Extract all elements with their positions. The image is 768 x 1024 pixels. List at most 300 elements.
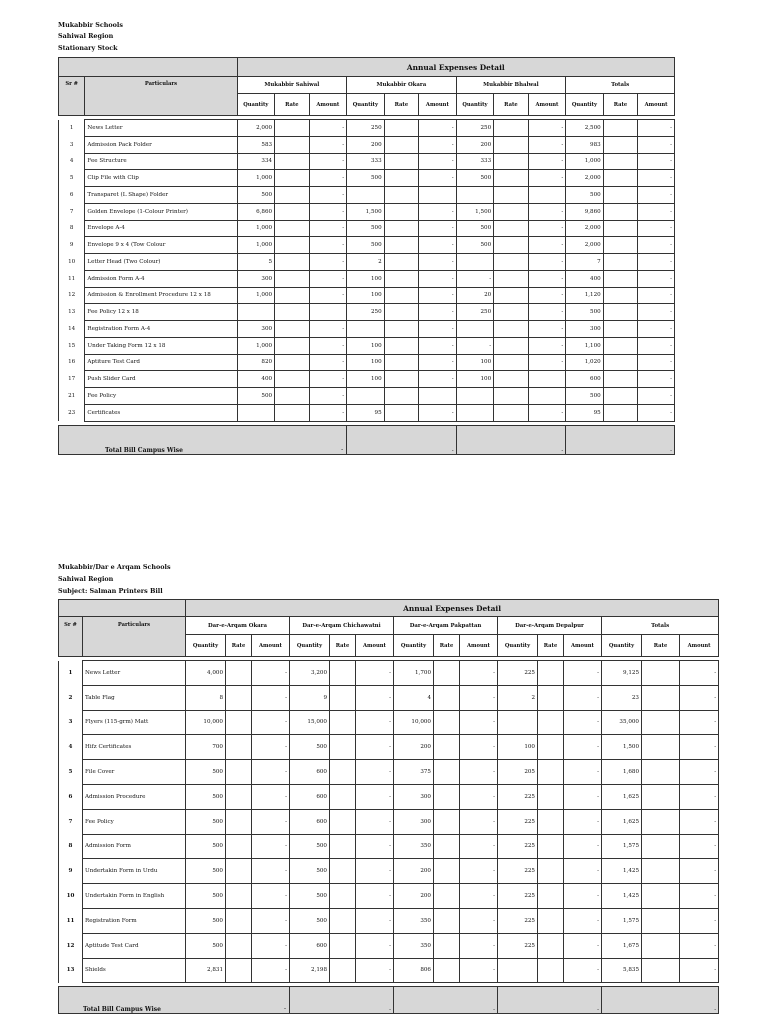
amount-cell: - xyxy=(638,321,675,338)
rate-cell xyxy=(494,270,528,287)
rate-cell xyxy=(384,120,418,137)
rate-cell xyxy=(226,661,252,686)
amount-cell: - xyxy=(252,809,290,834)
amount-cell: - xyxy=(309,388,347,405)
quantity-cell: 35,000 xyxy=(602,710,642,735)
quantity-cell: 2,000 xyxy=(237,120,275,137)
sheet1-group-header: Totals xyxy=(566,77,675,94)
quantity-cell: 500 xyxy=(186,908,226,933)
quantity-header: Quantity xyxy=(290,635,330,657)
sheet1-total-cell: - xyxy=(566,425,675,454)
sr-number: 5 xyxy=(59,760,83,785)
particulars-cell: Certificates xyxy=(85,404,237,421)
sheet1-group-row xyxy=(59,77,675,94)
sr-number: 2 xyxy=(59,685,83,710)
quantity-cell: 20 xyxy=(456,287,494,304)
particulars-cell: Registration Form xyxy=(83,908,186,933)
sheet2-header-line-3: Subject: Salman Printers Bill xyxy=(58,587,163,595)
amount-header: Amount xyxy=(528,94,566,116)
quantity-cell: 300 xyxy=(394,784,434,809)
rate-cell xyxy=(330,685,356,710)
sr-number: 9 xyxy=(59,859,83,884)
rate-cell xyxy=(384,371,418,388)
quantity-header: Quantity xyxy=(394,635,434,657)
quantity-cell: 500 xyxy=(237,187,275,204)
rate-cell xyxy=(275,321,309,338)
sheet2-header-line-2: Sahiwal Region xyxy=(58,575,114,583)
sr-number: 17 xyxy=(59,371,85,388)
rate-cell xyxy=(384,254,418,271)
amount-cell: - xyxy=(528,321,566,338)
amount-cell: - xyxy=(564,760,602,785)
rate-cell xyxy=(538,784,564,809)
quantity-cell: 9,125 xyxy=(602,661,642,686)
rate-cell xyxy=(642,735,680,760)
rate-cell xyxy=(384,354,418,371)
rate-cell xyxy=(434,710,460,735)
rate-cell xyxy=(603,404,637,421)
particulars-cell: Envelope A-4 xyxy=(85,220,237,237)
amount-cell: - xyxy=(460,809,498,834)
quantity-cell: 600 xyxy=(290,760,330,785)
rate-cell xyxy=(275,120,309,137)
rate-cell xyxy=(226,685,252,710)
amount-header: Amount xyxy=(680,635,719,657)
sheet1-title-row xyxy=(59,58,675,77)
sheet1-sr-header: Sr # xyxy=(59,77,85,116)
quantity-cell: 100 xyxy=(347,371,385,388)
rate-cell xyxy=(384,304,418,321)
rate-cell xyxy=(538,710,564,735)
table-row xyxy=(59,958,719,983)
sheet2-group-header: Dar-e-Arqam Depalpur xyxy=(498,617,602,635)
rate-cell xyxy=(275,136,309,153)
amount-cell: - xyxy=(309,220,347,237)
amount-cell: - xyxy=(309,170,347,187)
quantity-cell: 500 xyxy=(347,170,385,187)
quantity-cell xyxy=(456,187,494,204)
quantity-cell: 95 xyxy=(347,404,385,421)
particulars-cell: Table Flag xyxy=(83,685,186,710)
sheet1-table xyxy=(58,57,675,455)
rate-cell xyxy=(384,153,418,170)
quantity-cell: - xyxy=(456,270,494,287)
amount-cell: - xyxy=(460,834,498,859)
sr-number: 23 xyxy=(59,404,85,421)
quantity-cell: 1,000 xyxy=(237,337,275,354)
amount-cell: - xyxy=(419,254,457,271)
quantity-cell: 1,700 xyxy=(394,661,434,686)
quantity-cell: 400 xyxy=(237,371,275,388)
amount-cell: - xyxy=(638,187,675,204)
rate-cell xyxy=(538,933,564,958)
amount-cell: - xyxy=(638,371,675,388)
amount-cell: - xyxy=(680,735,719,760)
rate-cell xyxy=(226,908,252,933)
rate-cell xyxy=(494,220,528,237)
rate-cell xyxy=(603,371,637,388)
amount-cell: - xyxy=(564,809,602,834)
amount-cell: - xyxy=(564,908,602,933)
rate-cell xyxy=(603,136,637,153)
amount-cell xyxy=(528,371,566,388)
rate-cell xyxy=(603,153,637,170)
amount-cell: - xyxy=(528,270,566,287)
quantity-cell xyxy=(456,388,494,405)
rate-cell xyxy=(494,371,528,388)
amount-cell: - xyxy=(252,661,290,686)
rate-header: Rate xyxy=(275,94,309,116)
rate-cell xyxy=(275,254,309,271)
rate-cell xyxy=(494,170,528,187)
quantity-cell: 1,000 xyxy=(237,220,275,237)
quantity-cell: 500 xyxy=(566,388,604,405)
amount-cell: - xyxy=(528,337,566,354)
particulars-cell: Fee Policy xyxy=(85,388,237,405)
rate-cell xyxy=(384,404,418,421)
table-row xyxy=(59,784,719,809)
sheet1-total-cell: - xyxy=(456,425,566,454)
amount-cell: - xyxy=(252,760,290,785)
rate-cell xyxy=(330,809,356,834)
rate-cell xyxy=(226,884,252,909)
rate-cell xyxy=(494,337,528,354)
table-row xyxy=(59,388,675,405)
rate-cell xyxy=(384,337,418,354)
sheet2-total-cell: - xyxy=(290,987,394,1014)
rate-cell xyxy=(330,735,356,760)
rate-cell xyxy=(330,834,356,859)
amount-cell: - xyxy=(638,120,675,137)
rate-cell xyxy=(603,120,637,137)
rate-cell xyxy=(384,287,418,304)
amount-cell: - xyxy=(252,784,290,809)
rate-cell xyxy=(434,661,460,686)
particulars-cell: Admission Pack Folder xyxy=(85,136,237,153)
sheet2-group-header: Dar-e-Arqam Pakpattan xyxy=(394,617,498,635)
rate-cell xyxy=(226,933,252,958)
amount-cell: - xyxy=(252,710,290,735)
rate-cell xyxy=(494,136,528,153)
rate-cell xyxy=(384,170,418,187)
quantity-cell: 1,000 xyxy=(566,153,604,170)
rate-cell xyxy=(538,735,564,760)
amount-cell: - xyxy=(419,287,457,304)
rate-cell xyxy=(330,710,356,735)
rate-cell xyxy=(538,859,564,884)
quantity-cell: 250 xyxy=(347,304,385,321)
amount-cell: - xyxy=(309,237,347,254)
rate-cell xyxy=(494,404,528,421)
sheet2-group-row xyxy=(59,617,719,635)
quantity-cell: 1,000 xyxy=(237,237,275,254)
quantity-header: Quantity xyxy=(566,94,604,116)
quantity-cell: 600 xyxy=(290,809,330,834)
quantity-cell xyxy=(347,321,385,338)
amount-cell: - xyxy=(252,958,290,983)
amount-cell: - xyxy=(638,270,675,287)
quantity-cell: 250 xyxy=(456,120,494,137)
rate-cell xyxy=(384,237,418,254)
sr-number: 14 xyxy=(59,321,85,338)
rate-cell xyxy=(642,809,680,834)
rate-cell xyxy=(538,809,564,834)
quantity-cell: 1,680 xyxy=(602,760,642,785)
particulars-cell: Undertakin Form in Urdu xyxy=(83,859,186,884)
quantity-cell: 2,000 xyxy=(566,220,604,237)
table-row xyxy=(59,404,675,421)
rate-cell xyxy=(603,270,637,287)
amount-cell: - xyxy=(419,354,457,371)
quantity-cell: 2,000 xyxy=(566,237,604,254)
rate-cell xyxy=(434,760,460,785)
amount-cell: - xyxy=(252,908,290,933)
table-row xyxy=(59,287,675,304)
rate-cell xyxy=(330,908,356,933)
sr-number: 1 xyxy=(59,120,85,137)
amount-cell: - xyxy=(564,859,602,884)
quantity-cell: 500 xyxy=(456,237,494,254)
rate-cell xyxy=(330,859,356,884)
amount-cell: - xyxy=(356,710,394,735)
sr-number: 3 xyxy=(59,136,85,153)
rate-cell xyxy=(330,784,356,809)
quantity-cell: 583 xyxy=(237,136,275,153)
quantity-cell: 1,020 xyxy=(566,354,604,371)
quantity-cell: 3,200 xyxy=(290,661,330,686)
sheet2-particulars-header: Particulars xyxy=(83,617,186,657)
amount-cell: - xyxy=(419,304,457,321)
sheet1-group-header: Mukabbir Sahiwal xyxy=(237,77,347,94)
particulars-cell: Envelope 9 x 4 (Tow Colour xyxy=(85,237,237,254)
particulars-cell: Clip File with Clip xyxy=(85,170,237,187)
particulars-cell: Fee Structure xyxy=(85,153,237,170)
quantity-cell: 500 xyxy=(566,187,604,204)
quantity-cell: 500 xyxy=(290,834,330,859)
amount-cell: - xyxy=(528,304,566,321)
quantity-cell: 500 xyxy=(566,304,604,321)
amount-header: Amount xyxy=(356,635,394,657)
amount-cell: - xyxy=(564,834,602,859)
quantity-cell: 600 xyxy=(566,371,604,388)
quantity-cell: 1,575 xyxy=(602,834,642,859)
particulars-cell: Aptitude Test Card xyxy=(83,933,186,958)
amount-cell: - xyxy=(252,735,290,760)
particulars-cell: Hifz Certificates xyxy=(83,735,186,760)
sheet1-total-cell: - xyxy=(347,425,457,454)
quantity-cell: 500 xyxy=(290,884,330,909)
rate-cell xyxy=(434,685,460,710)
rate-cell xyxy=(275,270,309,287)
rate-cell xyxy=(538,834,564,859)
quantity-cell: 500 xyxy=(347,220,385,237)
amount-cell: - xyxy=(356,884,394,909)
table-row xyxy=(59,337,675,354)
amount-cell: - xyxy=(460,933,498,958)
amount-cell: - xyxy=(680,685,719,710)
amount-cell: - xyxy=(419,153,457,170)
quantity-cell: 500 xyxy=(347,237,385,254)
particulars-cell: Transparet (L Shape) Folder xyxy=(85,187,237,204)
rate-cell xyxy=(494,203,528,220)
table-row xyxy=(59,809,719,834)
amount-cell: - xyxy=(419,120,457,137)
quantity-cell xyxy=(498,958,538,983)
quantity-cell: 500 xyxy=(186,933,226,958)
particulars-cell: Aptiture Test Card xyxy=(85,354,237,371)
quantity-cell: 1,575 xyxy=(602,908,642,933)
amount-cell: - xyxy=(309,354,347,371)
quantity-cell: 500 xyxy=(186,859,226,884)
rate-header: Rate xyxy=(494,94,528,116)
rate-cell xyxy=(384,203,418,220)
rate-cell xyxy=(642,784,680,809)
amount-cell: - xyxy=(564,685,602,710)
rate-cell xyxy=(275,287,309,304)
amount-header: Amount xyxy=(564,635,602,657)
sheet2-header-line-1: Mukabbir/Dar e Arqam Schools xyxy=(58,563,171,571)
quantity-cell: 334 xyxy=(237,153,275,170)
quantity-cell: 333 xyxy=(456,153,494,170)
amount-cell: - xyxy=(638,170,675,187)
amount-cell: - xyxy=(309,371,347,388)
amount-cell: - xyxy=(680,784,719,809)
quantity-cell: 2,500 xyxy=(566,120,604,137)
amount-cell: - xyxy=(309,136,347,153)
amount-cell: - xyxy=(528,354,566,371)
quantity-cell: 225 xyxy=(498,884,538,909)
quantity-cell: 500 xyxy=(456,220,494,237)
sheet2-total-cell: - xyxy=(602,987,719,1014)
rate-cell xyxy=(275,220,309,237)
rate-cell xyxy=(226,784,252,809)
particulars-cell: Fee Policy 12 x 18 xyxy=(85,304,237,321)
amount-cell: - xyxy=(309,254,347,271)
particulars-cell: Admission Form xyxy=(83,834,186,859)
amount-cell: - xyxy=(680,661,719,686)
rate-cell xyxy=(226,710,252,735)
quantity-cell: 100 xyxy=(456,354,494,371)
quantity-cell: 225 xyxy=(498,908,538,933)
sr-number: 12 xyxy=(59,287,85,304)
rate-cell xyxy=(275,371,309,388)
rate-cell xyxy=(275,354,309,371)
particulars-cell: Admission & Enrollment Procedure 12 x 18 xyxy=(85,287,237,304)
sheet2-total-row xyxy=(59,987,719,1014)
rate-cell xyxy=(603,254,637,271)
quantity-cell: 350 xyxy=(394,933,434,958)
quantity-cell: 600 xyxy=(290,784,330,809)
sheet1-header-line-3: Stationary Stock xyxy=(58,44,118,52)
table-row xyxy=(59,859,719,884)
particulars-cell: Admission Form A-4 xyxy=(85,270,237,287)
quantity-cell: 100 xyxy=(498,735,538,760)
amount-cell: - xyxy=(356,685,394,710)
quantity-cell: 600 xyxy=(290,933,330,958)
quantity-cell: 100 xyxy=(456,371,494,388)
rate-cell xyxy=(226,809,252,834)
rate-cell xyxy=(434,884,460,909)
quantity-cell: 375 xyxy=(394,760,434,785)
sr-number: 10 xyxy=(59,884,83,909)
particulars-cell: Fee Policy xyxy=(83,809,186,834)
quantity-cell: 1,500 xyxy=(602,735,642,760)
quantity-header: Quantity xyxy=(602,635,642,657)
rate-cell xyxy=(642,834,680,859)
amount-cell: - xyxy=(638,404,675,421)
quantity-cell: 100 xyxy=(347,270,385,287)
quantity-cell: 23 xyxy=(602,685,642,710)
quantity-cell: 2 xyxy=(498,685,538,710)
rate-cell xyxy=(494,287,528,304)
quantity-cell: 100 xyxy=(347,337,385,354)
quantity-cell: 225 xyxy=(498,834,538,859)
sheet1-group-header: Mukabbir Bhalwal xyxy=(456,77,566,94)
quantity-header: Quantity xyxy=(456,94,494,116)
rate-header: Rate xyxy=(642,635,680,657)
rate-cell xyxy=(226,958,252,983)
quantity-cell: 1,425 xyxy=(602,884,642,909)
quantity-cell: 250 xyxy=(456,304,494,321)
amount-cell: - xyxy=(680,958,719,983)
quantity-header: Quantity xyxy=(186,635,226,657)
rate-cell xyxy=(538,685,564,710)
particulars-cell: Push Slider Card xyxy=(85,371,237,388)
rate-cell xyxy=(642,760,680,785)
amount-cell: - xyxy=(564,884,602,909)
quantity-cell: 200 xyxy=(456,136,494,153)
rate-cell xyxy=(603,203,637,220)
quantity-cell: 200 xyxy=(394,735,434,760)
table-row xyxy=(59,933,719,958)
quantity-header: Quantity xyxy=(237,94,275,116)
sr-number: 13 xyxy=(59,958,83,983)
amount-cell: - xyxy=(680,859,719,884)
rate-cell xyxy=(603,287,637,304)
amount-cell: - xyxy=(309,187,347,204)
quantity-cell: 200 xyxy=(347,136,385,153)
rate-cell xyxy=(434,809,460,834)
quantity-cell: 200 xyxy=(394,884,434,909)
rate-cell xyxy=(384,136,418,153)
rate-cell xyxy=(494,153,528,170)
amount-cell: - xyxy=(564,710,602,735)
amount-cell: - xyxy=(680,760,719,785)
amount-cell: - xyxy=(460,661,498,686)
rate-cell xyxy=(434,933,460,958)
rate-cell xyxy=(603,170,637,187)
quantity-cell xyxy=(237,404,275,421)
sheet1-title: Annual Expenses Detail xyxy=(237,58,674,77)
amount-cell: - xyxy=(460,685,498,710)
particulars-cell: Letter Head (Two Colour) xyxy=(85,254,237,271)
quantity-cell: 500 xyxy=(290,859,330,884)
amount-cell: - xyxy=(528,220,566,237)
amount-cell: - xyxy=(309,287,347,304)
table-row xyxy=(59,120,675,137)
rate-cell xyxy=(642,685,680,710)
amount-cell: - xyxy=(419,270,457,287)
sheet1-total-label: Total Bill Campus Wise - xyxy=(59,425,347,454)
rate-cell xyxy=(384,388,418,405)
sr-number: 6 xyxy=(59,784,83,809)
sheet2-total-cell: - xyxy=(498,987,602,1014)
rate-cell xyxy=(330,760,356,785)
quantity-cell: 225 xyxy=(498,784,538,809)
rate-cell xyxy=(275,237,309,254)
amount-cell: - xyxy=(680,834,719,859)
sr-number: 9 xyxy=(59,237,85,254)
